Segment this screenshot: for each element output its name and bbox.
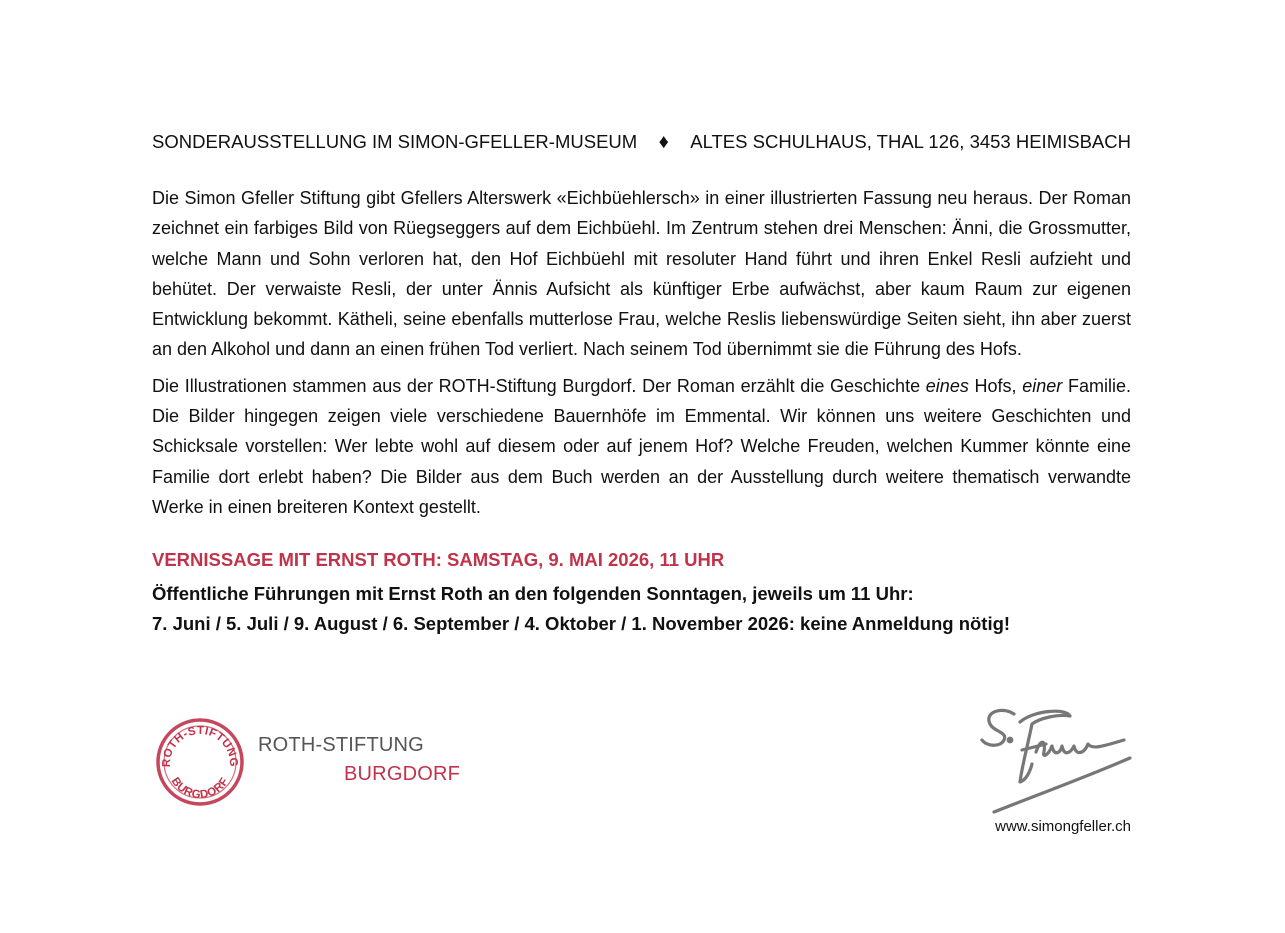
website-url: www.simongfeller.ch [995, 818, 1131, 835]
flyer-content [152, 128, 1131, 639]
illustrations-text-1: Die Illustrationen stammen aus der ROTH-Stiftung Burgdorf. Der Roman erzählt die Geschichte [152, 375, 926, 396]
intro-paragraph: Die Simon Gfeller Stiftung gibt Gfellers Alterswerk «Eichbüehlersch» in einer illustrierten Fassung neu heraus. Der Roman zeichnet ein farbiges Bild von Rüegseggers auf dem Eichbüehl. Im Zentrum stehen drei Menschen: Änni, die Grossmutter, welche Mann und Sohn verloren hat, den Hof Eichbüehl mit resoluter Hand führt und ihren Enkel Resli aufzieht und behütet. Der verwaiste Resli, der unter Ännis Aufsicht als künftiger Erbe aufwächst, aber kaum Raum zur eigenen Entwicklung bekommt. Kätheli, seine ebenfalls mutterlose Frau, welche Reslis liebenswürdige Seiten sieht, ihn aber zuerst an den Alkohol und dann an einen frühen Tod verliert. Nach seinem Tod übernimmt sie die Führung des Hofs. [152, 188, 1131, 360]
logo-city: BURGDORF [344, 763, 461, 785]
stamp-bottom-text: BURGDORF [168, 775, 232, 802]
diamond-separator-icon: ♦ [658, 131, 669, 153]
illustrations-paragraph [152, 371, 1131, 522]
roth-stiftung-stamp-icon [152, 714, 248, 810]
header-address: ALTES SCHULHAUS, THAL 126, 3453 HEIMISBACH [690, 131, 1131, 152]
emphasis-eines: eines [925, 375, 969, 396]
illustrations-text-3: Familie. Die Bilder hingegen zeigen viele verschiedene Bauernhöfe im Emmental. Wir können uns weitere Geschichten und Schicksale vorstellen: Wer lebte wohl auf diesem oder auf jenem Hof? Welche Freuden, welchen Kummer könnte eine Familie dort erlebt haben? Die Bilder aus dem Buch werden an der Ausstellung durch weitere thematisch verwandte Werke in einen breiteren Kontext gestellt. [152, 375, 1132, 517]
logo-name: ROTH-STIFTUNG [258, 734, 424, 756]
illustrations-text-2: Hofs, [968, 375, 1023, 396]
stamp-top-text: ROTH-STIFTUNG [160, 724, 240, 768]
emphasis-einer: einer [1022, 375, 1063, 396]
gfeller-signature-icon [974, 700, 1136, 818]
exhibition-header [152, 128, 1131, 156]
guided-tours [152, 579, 1131, 639]
header-title: SONDERAUSSTELLUNG IM SIMON-GFELLER-MUSEUM [152, 131, 638, 152]
vernissage-heading: VERNISSAGE MIT ERNST ROTH: SAMSTAG, 9. MAI 2026, 11 UHR [152, 549, 725, 571]
roth-stiftung-logo [152, 714, 482, 814]
tours-intro: Öffentliche Führungen mit Ernst Roth an den folgenden Sonntagen, jeweils um 11 Uhr: [152, 583, 914, 605]
tours-dates: 7. Juni / 5. Juli / 9. August / 6. September / 4. Oktober / 1. November 2026: keine Anmeldung nötig! [152, 613, 1011, 635]
